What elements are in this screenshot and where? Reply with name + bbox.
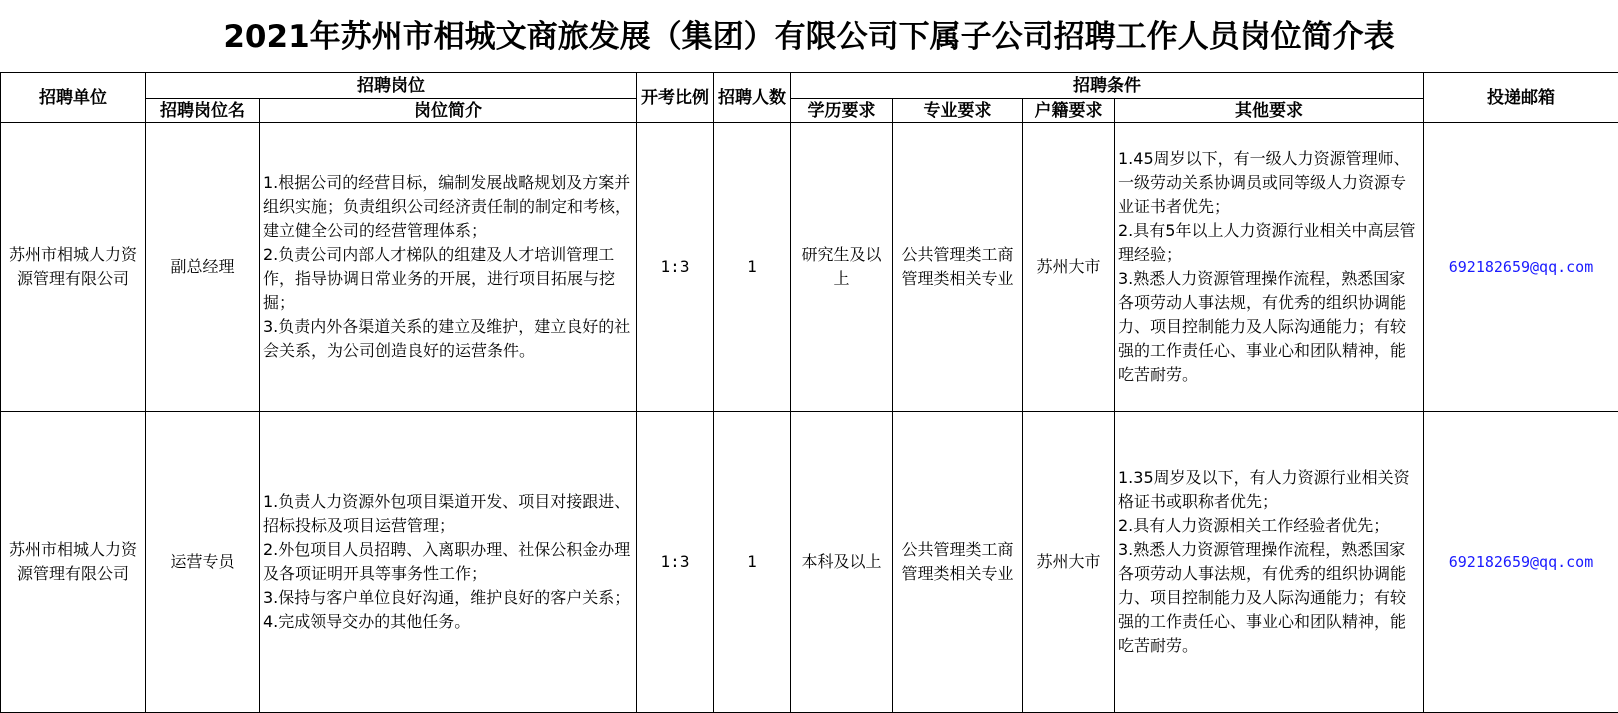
desc-line: 3.负责内外各渠道关系的建立及维护，建立良好的社会关系，为公司创造良好的运营条件。	[263, 315, 633, 363]
cell-desc	[260, 412, 637, 713]
desc-line: 3.保持与客户单位良好沟通，维护良好的客户关系；	[263, 586, 633, 610]
cell-position: 副总经理	[146, 123, 260, 412]
cell-major: 公共管理类工商管理类相关专业	[893, 412, 1023, 713]
cell-ratio: 1:3	[637, 123, 714, 412]
header-row-1	[1, 73, 1618, 99]
cell-hukou: 苏州大市	[1023, 123, 1115, 412]
header-major: 专业要求	[893, 99, 1023, 123]
cell-headcount: 1	[714, 412, 791, 713]
other-line: 2.具有5年以上人力资源行业相关中高层管理经验；	[1118, 219, 1420, 267]
header-education: 学历要求	[791, 99, 893, 123]
header-position-desc: 岗位简介	[260, 99, 637, 123]
cell-headcount: 1	[714, 123, 791, 412]
table-row	[1, 123, 1618, 412]
page-title: 2021年苏州市相城文商旅发展（集团）有限公司下属子公司招聘工作人员岗位简介表	[0, 8, 1618, 66]
cell-education: 本科及以上	[791, 412, 893, 713]
cell-position: 运营专员	[146, 412, 260, 713]
header-headcount: 招聘人数	[714, 73, 791, 123]
cell-ratio: 1:3	[637, 412, 714, 713]
other-line: 1.35周岁及以下，有人力资源行业相关资格证书或职称者优先；	[1118, 466, 1420, 514]
desc-line: 1.负责人力资源外包项目渠道开发、项目对接跟进、招标投标及项目运营管理；	[263, 490, 633, 538]
desc-line: 2.外包项目人员招聘、入离职办理、社保公积金办理及各项证明开具等事务性工作；	[263, 538, 633, 586]
desc-line: 1.根据公司的经营目标，编制发展战略规划及方案并组织实施；负责组织公司经济责任制的制定和考核，建立健全公司的经营管理体系；	[263, 171, 633, 243]
cell-major: 公共管理类工商管理类相关专业	[893, 123, 1023, 412]
header-other: 其他要求	[1115, 99, 1424, 123]
other-line: 1.45周岁以下，有一级人力资源管理师、一级劳动关系协调员或同等级人力资源专业证书者优先；	[1118, 147, 1420, 219]
email-link[interactable]: 692182659@qq.com	[1424, 123, 1618, 412]
header-row-2	[1, 99, 1618, 123]
header-position-group: 招聘岗位	[146, 73, 637, 99]
header-email: 投递邮箱	[1424, 73, 1618, 123]
other-line: 3.熟悉人力资源管理操作流程，熟悉国家各项劳动人事法规，有优秀的组织协调能力、项目控制能力及人际沟通能力；有较强的工作责任心、事业心和团队精神，能吃苦耐劳。	[1118, 538, 1420, 658]
cell-education: 研究生及以上	[791, 123, 893, 412]
cell-other	[1115, 412, 1424, 713]
header-ratio: 开考比例	[637, 73, 714, 123]
header-unit: 招聘单位	[1, 73, 146, 123]
desc-line: 2.负责公司内部人才梯队的组建及人才培训管理工作，指导协调日常业务的开展，进行项目拓展与挖掘；	[263, 243, 633, 315]
header-hukou: 户籍要求	[1023, 99, 1115, 123]
cell-other	[1115, 123, 1424, 412]
cell-unit: 苏州市相城人力资源管理有限公司	[1, 123, 146, 412]
table-row	[1, 412, 1618, 713]
cell-unit: 苏州市相城人力资源管理有限公司	[1, 412, 146, 713]
header-position-name: 招聘岗位名	[146, 99, 260, 123]
other-line: 3.熟悉人力资源管理操作流程，熟悉国家各项劳动人事法规，有优秀的组织协调能力、项目控制能力及人际沟通能力；有较强的工作责任心、事业心和团队精神，能吃苦耐劳。	[1118, 267, 1420, 387]
job-table	[0, 72, 1618, 713]
desc-line: 4.完成领导交办的其他任务。	[263, 610, 633, 634]
cell-hukou: 苏州大市	[1023, 412, 1115, 713]
other-line: 2.具有人力资源相关工作经验者优先；	[1118, 514, 1420, 538]
cell-desc	[260, 123, 637, 412]
email-link[interactable]: 692182659@qq.com	[1424, 412, 1618, 713]
header-conditions-group: 招聘条件	[791, 73, 1424, 99]
